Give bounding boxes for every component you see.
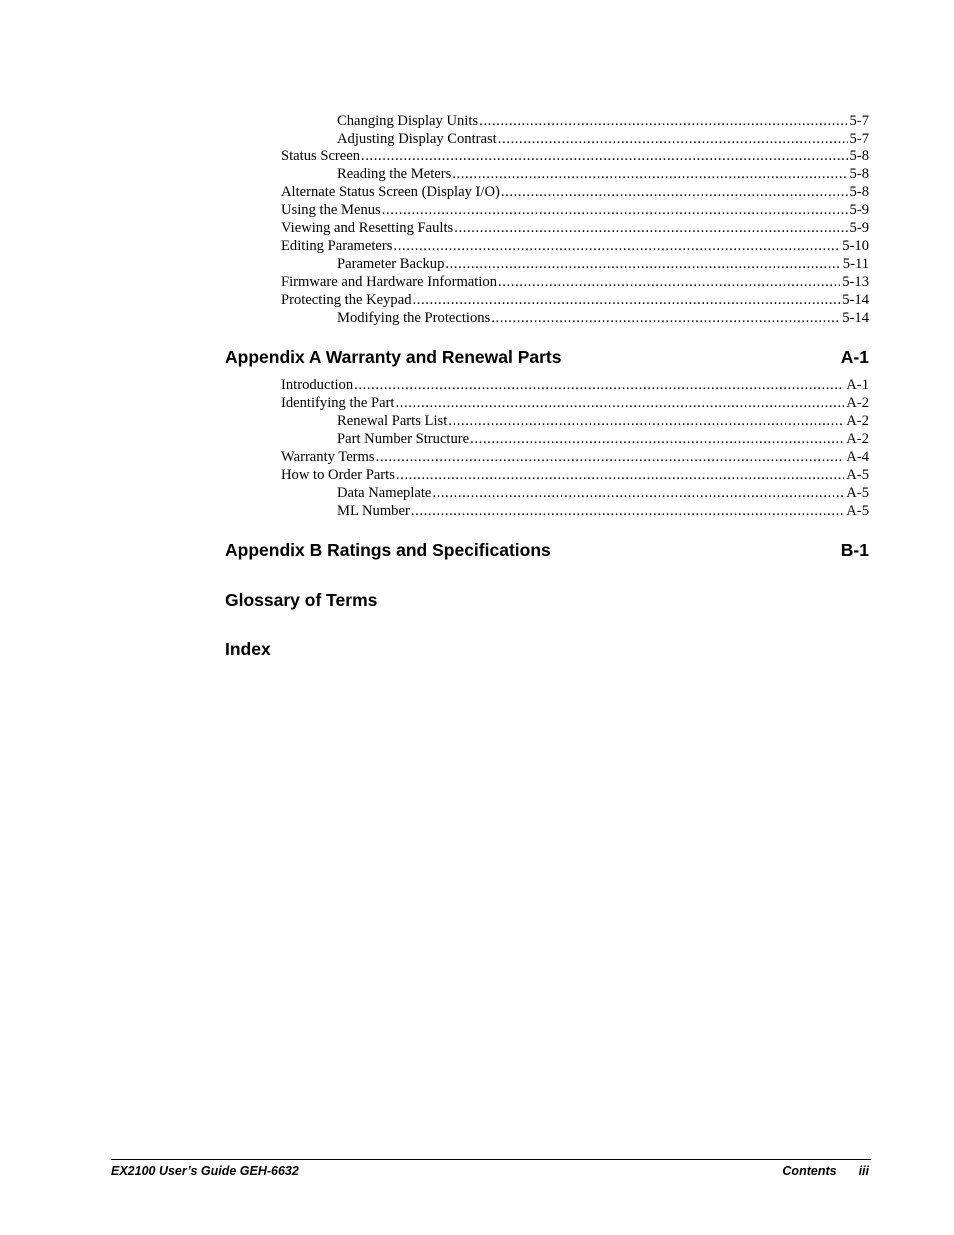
- dot-leader: [393, 237, 840, 255]
- toc-entry-title: Using the Menus: [281, 202, 381, 218]
- toc-entry[interactable]: [281, 219, 869, 237]
- toc-entry-page: 5-8: [849, 184, 869, 200]
- toc-entry-title: Data Nameplate: [337, 485, 432, 501]
- toc-entry-page: 5-8: [849, 166, 869, 182]
- toc-heading-glossary[interactable]: [225, 588, 869, 612]
- dot-leader: [498, 130, 848, 148]
- heading-title: Index: [225, 639, 271, 659]
- dot-leader: [382, 201, 848, 219]
- footer-rule: [111, 1159, 871, 1160]
- toc-entry-title: Protecting the Keypad: [281, 292, 412, 308]
- dot-leader: [411, 502, 844, 520]
- toc-entry-title: How to Order Parts: [281, 467, 395, 483]
- toc-entry[interactable]: [281, 448, 869, 466]
- toc-entry-page: 5-10: [842, 238, 869, 254]
- dot-leader: [354, 376, 844, 394]
- toc-entry-title: Warranty Terms: [281, 449, 375, 465]
- footer-doc-title: EX2100 User’s Guide GEH-6632: [111, 1164, 299, 1178]
- toc-entry[interactable]: [337, 112, 869, 130]
- footer-section: Contents: [782, 1164, 837, 1178]
- toc-entry-title: Alternate Status Screen (Display I/O): [281, 184, 500, 200]
- toc-heading-appendix-a[interactable]: [225, 345, 869, 369]
- toc-entry-title: Editing Parameters: [281, 238, 393, 254]
- toc-entry-page: 5-14: [842, 292, 869, 308]
- toc-entry-title: Introduction: [281, 377, 354, 393]
- page-footer: [111, 1162, 869, 1180]
- toc-heading-appendix-b[interactable]: [225, 538, 869, 562]
- dot-leader: [376, 448, 845, 466]
- toc-entry-page: 5-7: [849, 131, 869, 147]
- toc-entry-title: ML Number: [337, 503, 410, 519]
- footer-page-number: iii: [858, 1164, 869, 1178]
- toc-entry-page: 5-7: [849, 113, 869, 129]
- toc-entry[interactable]: [281, 376, 869, 394]
- dot-leader: [501, 183, 848, 201]
- toc-entry[interactable]: [281, 291, 869, 309]
- toc-entry-title: Modifying the Protections: [337, 310, 491, 326]
- dot-leader: [413, 291, 841, 309]
- heading-title: Glossary of Terms: [225, 590, 378, 610]
- toc-entry[interactable]: [281, 466, 869, 484]
- dot-leader: [491, 309, 840, 327]
- toc-entry[interactable]: [337, 430, 869, 448]
- toc-entry-title: Parameter Backup: [337, 256, 445, 272]
- toc-entry[interactable]: [337, 130, 869, 148]
- heading-page: B-1: [840, 540, 869, 560]
- toc-entry[interactable]: [337, 255, 869, 273]
- toc-entry-title: Part Number Structure: [337, 431, 470, 447]
- toc-entry[interactable]: [337, 484, 869, 502]
- toc-entry-page: A-5: [846, 485, 869, 501]
- toc-entry[interactable]: [281, 394, 869, 412]
- toc-entry[interactable]: [281, 201, 869, 219]
- toc-entry-title: Identifying the Part: [281, 395, 395, 411]
- toc-heading-index[interactable]: [225, 637, 869, 661]
- toc-entry-page: A-4: [846, 449, 869, 465]
- toc-entry-page: A-5: [846, 467, 869, 483]
- heading-title: Appendix A Warranty and Renewal Parts: [225, 347, 562, 367]
- toc-entry-title: Viewing and Resetting Faults: [281, 220, 454, 236]
- dot-leader: [454, 219, 847, 237]
- dot-leader: [432, 484, 844, 502]
- heading-page: A-1: [840, 347, 869, 367]
- toc-entry[interactable]: [337, 412, 869, 430]
- dot-leader: [498, 273, 840, 291]
- toc-entry-title: Renewal Parts List: [337, 413, 448, 429]
- toc-entry[interactable]: [281, 237, 869, 255]
- toc-entry-page: 5-9: [849, 220, 869, 236]
- toc-entry-title: Reading the Meters: [337, 166, 452, 182]
- toc-entry[interactable]: [337, 165, 869, 183]
- toc-entry-page: A-5: [846, 503, 869, 519]
- dot-leader: [396, 466, 844, 484]
- toc-entry-page: 5-11: [842, 256, 869, 272]
- toc-entry[interactable]: [281, 183, 869, 201]
- heading-title: Appendix B Ratings and Specifications: [225, 540, 551, 560]
- dot-leader: [452, 165, 847, 183]
- toc-entry-page: A-1: [846, 377, 869, 393]
- toc-entry[interactable]: [337, 502, 869, 520]
- toc-entry-page: 5-14: [842, 310, 869, 326]
- toc-entry[interactable]: [281, 147, 869, 165]
- toc-entry-title: Firmware and Hardware Information: [281, 274, 497, 290]
- dot-leader: [479, 112, 847, 130]
- toc-entry-page: A-2: [846, 395, 869, 411]
- toc-entry-title: Changing Display Units: [337, 113, 479, 129]
- dot-leader: [395, 394, 844, 412]
- toc-entry[interactable]: [281, 273, 869, 291]
- dot-leader: [448, 412, 844, 430]
- toc-entry-title: Status Screen: [281, 148, 361, 164]
- dot-leader: [361, 147, 847, 165]
- toc-entry-title: Adjusting Display Contrast: [337, 131, 497, 147]
- toc-entry-page: 5-8: [849, 148, 869, 164]
- toc-entry[interactable]: [337, 309, 869, 327]
- toc-entry-page: A-2: [846, 413, 869, 429]
- toc-entry-page: 5-9: [849, 202, 869, 218]
- toc-entry-page: A-2: [846, 431, 869, 447]
- footer-right: [782, 1162, 869, 1180]
- dot-leader: [470, 430, 844, 448]
- dot-leader: [445, 255, 840, 273]
- toc-entry-page: 5-13: [842, 274, 869, 290]
